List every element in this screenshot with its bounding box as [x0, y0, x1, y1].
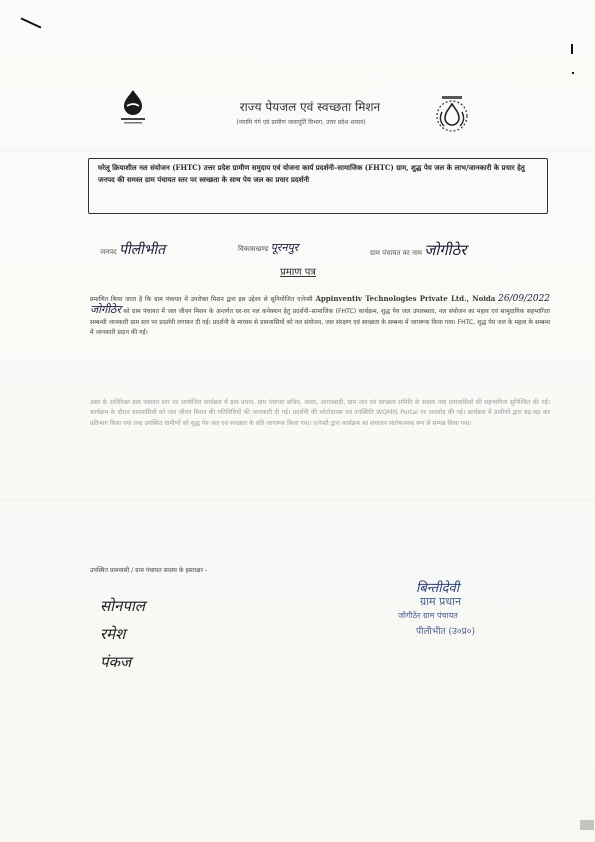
village-value: जोगीठेर: [424, 241, 467, 259]
pradhan-stamp: [398, 578, 538, 648]
block-label: विकासखण्ड: [238, 245, 269, 253]
village-field: [370, 240, 466, 260]
stamp-place: पीलीभीत (उ०प्र०): [416, 627, 475, 637]
stamp-signature: बिन्तीदेवी: [416, 581, 460, 596]
paragraph-2: उक्त के अतिरिक्त ग्राम पंचायत स्तर पर आयोजित कार्यक्रम में ग्राम प्रधान, ग्राम पंचायत सचिव, आशा, आंगनबाड़ी, ग्राम जल एवं स्वच्छता समिति के सदस्य तथा ग्रामवासियों की सहभागिता सुनिश्चित की गई। कार्यक्रम के दौरान ग्रामवासियों को जल जीवन मिशन की गतिविधियों की जानकारी दी गई। प्रदर्शनी की फोटोग्राफ्स एवं उपस्थिति WQMIS Portal पर अपलोड की गई। कार्यक्रम में ग्रामीणों द्वारा बढ़-चढ़ कर प्रतिभाग किया गया तथा उपस्थित ग्रामीणों को शुद्ध पेय जल एवं स्वच्छता के प्रति जागरूक किया गया। एजेन्सी द्वारा कार्यक्रम का संचालन संतोषजनक रूप से सम्पन्न किया गया।: [90, 399, 550, 427]
agency-name: Appinventiv Technologies Private Ltd., Noida: [315, 294, 496, 303]
district-label: जनपद: [100, 248, 117, 256]
stamp-title: ग्राम प्रधान: [420, 595, 462, 608]
scan-mark: [580, 820, 594, 830]
signature-3: पंकज: [100, 653, 132, 671]
scan-mark: [21, 17, 42, 28]
signature-1: सोनपाल: [100, 597, 145, 615]
district-value: पीलीभीत: [119, 242, 166, 258]
certificate-title: प्रमाण पत्र: [280, 267, 316, 278]
date-handwritten: 26/09/2022: [498, 294, 551, 304]
stamp-village: जोगीठेर ग्राम पंचायत: [398, 611, 458, 620]
notice-box-text: घरेलू क्रियाशील नल संयोजन (FHTC) उत्तर प्रदेश ग्रामीण समुदाय एवं योजना कार्य प्रदर्शनी–सामाजिक (FHTC) ग्राम, शुद्ध पेय जल के लाभ/जानकारी के प्रचार हेतु जनपद की समस्त ग्राम पंचायत स्तर पर स्वच्छता के साथ पेय जल का प्रचार प्रदर्शनी: [98, 163, 525, 184]
scan-line: [0, 500, 595, 501]
para1-rest: को ग्राम पंचायत में जल जीवन मिशन के अन्तर्गत घर-घर नल कनेक्शन हेतु प्रदर्शनी–सामाजिक (FHTC) कार्यक्रम, शुद्ध पेय जल उपलब्धता, नल संयोजन का महत्व एवं सामुदायिक सहभागिता सम्बन्धी जानकारी ग्राम स्तर पर प्रदर्शनी लगाकर दी गई। प्रदर्शनी के माध्यम से ग्रामवासियों को नल संयोजन, जल संरक्षण एवं स्वच्छता के सम्बन्ध में जागरूक किया गया। FHTC, शुद्ध पेय जल के महत्व के सम्बन्ध में जानकारी प्रदान की गई।: [90, 308, 550, 337]
header-title: राज्य पेयजल एवं स्वच्छता मिशन: [239, 100, 381, 114]
scan-mark: [571, 44, 573, 54]
village-label: ग्राम पंचायत का नाम: [370, 249, 422, 257]
para1-start: प्रमाणित किया जाता है कि ग्राम पंचायत में उपरोक्त मिशन द्वारा इस उद्देश्य से सुनियोजित एजेन्सी: [90, 296, 313, 303]
scan-line: [0, 150, 595, 151]
header-subtitle: (नमामि गंगे एवं ग्रामीण जलापूर्ति विभाग, उत्तर प्रदेश शासन): [236, 119, 366, 126]
block-field: [238, 240, 298, 255]
district-field: [100, 240, 165, 259]
block-value: पूरनपुर: [270, 241, 299, 254]
paragraph-1: [90, 294, 550, 339]
signature-2: रमेश: [100, 625, 126, 643]
closing-line: उपस्थित ग्रामवासी / ग्राम पंचायत सदस्य के हस्ताक्षर -: [90, 567, 208, 574]
jal-jeevan-mission-logo-icon: [428, 92, 476, 134]
village-handwritten: जोगीठेर: [90, 303, 121, 317]
mission-logo-icon: [118, 88, 148, 128]
scan-mark: [572, 72, 574, 74]
